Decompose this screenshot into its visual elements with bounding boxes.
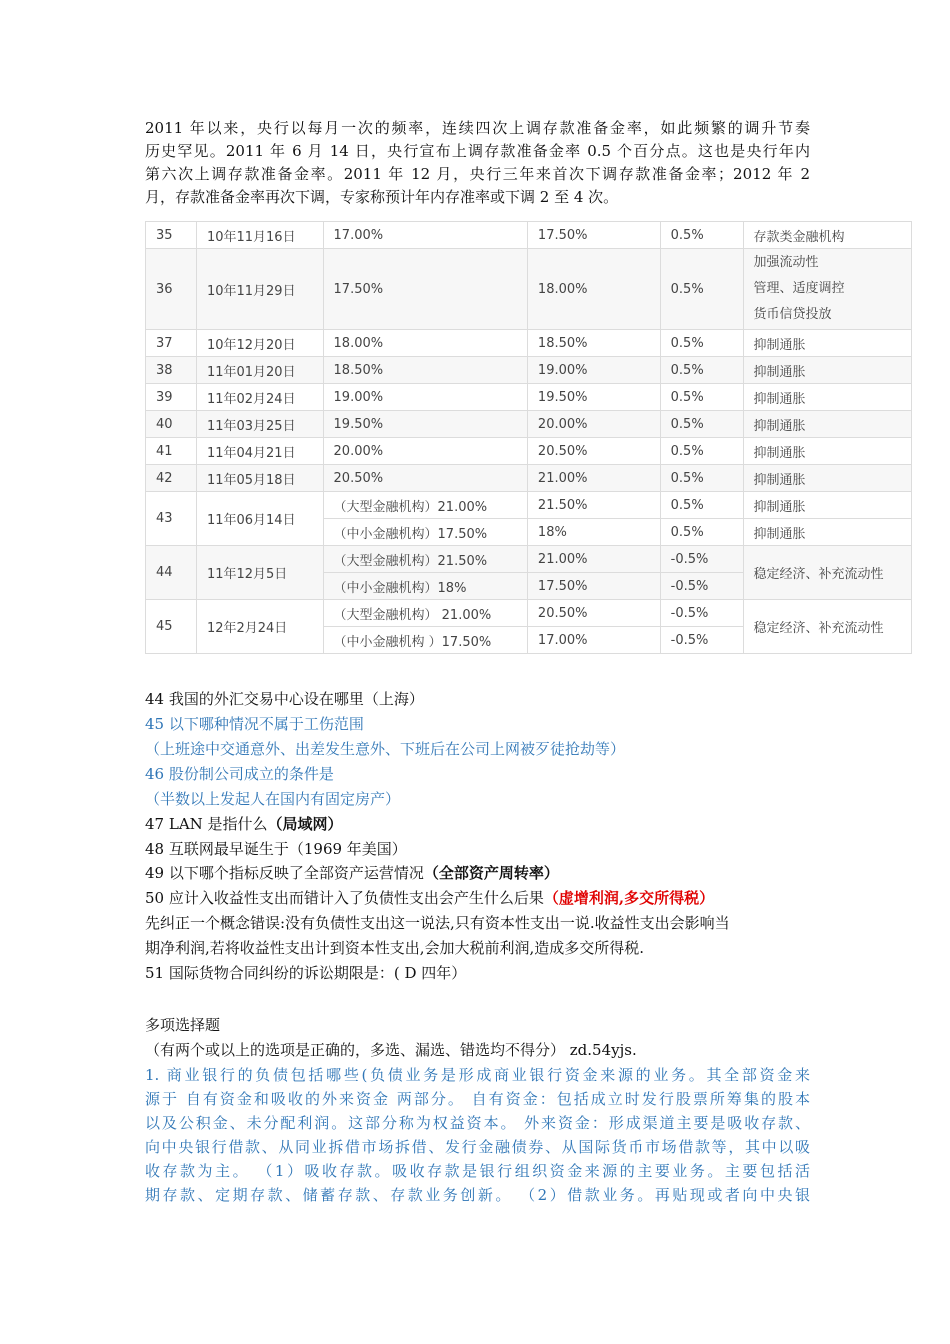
answer-46: （半数以上发起人在国内有固定房产） bbox=[145, 790, 401, 808]
row-date: 11年02月24日 bbox=[196, 384, 323, 411]
question-50 bbox=[145, 887, 714, 910]
row-date: 10年11月29日 bbox=[196, 249, 323, 330]
row-change: -0.5% bbox=[660, 573, 743, 600]
row-number: 37 bbox=[146, 330, 197, 357]
row-before: （大型金融机构）21.50% bbox=[323, 546, 527, 573]
row-number: 45 bbox=[146, 600, 197, 654]
question-47 bbox=[145, 813, 343, 836]
row-note: 稳定经济、补充流动性 bbox=[743, 600, 911, 654]
row-change: -0.5% bbox=[660, 546, 743, 573]
row-date: 11年04月21日 bbox=[196, 438, 323, 465]
table-row bbox=[146, 330, 912, 357]
question-50-text: 50 应计入收益性支出而错计入了负债性支出会产生什么后果 bbox=[145, 889, 544, 907]
row-number: 42 bbox=[146, 465, 197, 492]
row-number: 44 bbox=[146, 546, 197, 600]
row-before: （中小金融机构）18% bbox=[323, 573, 527, 600]
row-change: 0.5% bbox=[660, 222, 743, 249]
row-before: 17.00% bbox=[323, 222, 527, 249]
row-after: 21.00% bbox=[527, 465, 660, 492]
table-row bbox=[146, 384, 912, 411]
row-number: 39 bbox=[146, 384, 197, 411]
row-note-line: 货币信贷投放 bbox=[753, 307, 832, 322]
question-49-text: 49 以下哪个指标反映了全部资产运营情况 bbox=[145, 864, 424, 882]
row-change: -0.5% bbox=[660, 627, 743, 654]
row-note: 抑制通胀 bbox=[743, 411, 911, 438]
question-47-text: 47 LAN 是指什么 bbox=[145, 815, 268, 833]
row-change: 0.5% bbox=[660, 357, 743, 384]
note-50-line2: 期净利润,若将收益性支出计到资本性支出,会加大税前利润,造成多交所得税. bbox=[145, 939, 645, 957]
row-change: -0.5% bbox=[660, 600, 743, 627]
row-before: 20.50% bbox=[323, 465, 527, 492]
row-note: 抑制通胀 bbox=[743, 330, 911, 357]
question-46: 46 股份制公司成立的条件是 bbox=[145, 765, 334, 783]
row-after: 20.50% bbox=[527, 600, 660, 627]
row-after: 19.50% bbox=[527, 384, 660, 411]
multi-q1-line: 向中央银行借款、从同业拆借市场拆借、发行金融债券、从国际货币市场借款等，其中以吸 bbox=[145, 1138, 810, 1156]
intro-line: 历史罕见。2011 年 6 月 14 日，央行宣布上调存款准备金率 0.5 个百分点。这也是央行年内 bbox=[145, 142, 810, 160]
table-row bbox=[146, 357, 912, 384]
row-change: 0.5% bbox=[660, 330, 743, 357]
multi-heading: 多项选择题 bbox=[145, 1016, 221, 1034]
row-note: 抑制通胀 bbox=[743, 384, 911, 411]
question-44: 44 我国的外汇交易中心设在哪里（上海） bbox=[145, 690, 424, 708]
row-number: 36 bbox=[146, 249, 197, 330]
table-row bbox=[146, 249, 912, 330]
question-45: 45 以下哪种情况不属于工伤范围 bbox=[145, 715, 364, 733]
row-date: 10年11月16日 bbox=[196, 222, 323, 249]
row-after: 20.50% bbox=[527, 438, 660, 465]
table-row bbox=[146, 600, 912, 627]
row-number: 43 bbox=[146, 492, 197, 546]
row-date: 11年12月5日 bbox=[196, 546, 323, 600]
row-note: 抑制通胀 bbox=[743, 519, 911, 546]
row-change: 0.5% bbox=[660, 249, 743, 330]
multi-q1-line: 以及公积金、未分配利润。这部分称为权益资本。 外来资金：形成渠道主要是吸收存款、 bbox=[145, 1114, 810, 1132]
table-row bbox=[146, 465, 912, 492]
row-change: 0.5% bbox=[660, 384, 743, 411]
row-after: 21.50% bbox=[527, 492, 660, 519]
row-before: 18.50% bbox=[323, 357, 527, 384]
row-before: （大型金融机构）21.00% bbox=[323, 492, 527, 519]
row-number: 38 bbox=[146, 357, 197, 384]
note-50-line1: 先纠正一个概念错误:没有负债性支出这一说法,只有资本性支出一说.收益性支出会影响当 bbox=[145, 914, 730, 932]
row-before: （中小金融机构 ）17.50% bbox=[323, 627, 527, 654]
row-before: 19.50% bbox=[323, 411, 527, 438]
row-note: 抑制通胀 bbox=[743, 438, 911, 465]
answer-47: （局域网） bbox=[267, 815, 343, 833]
question-51: 51 国际货物合同纠纷的诉讼期限是：( D 四年） bbox=[145, 964, 467, 982]
row-note: 稳定经济、补充流动性 bbox=[743, 546, 911, 600]
row-after: 17.50% bbox=[527, 573, 660, 600]
row-change: 0.5% bbox=[660, 519, 743, 546]
row-date: 10年12月20日 bbox=[196, 330, 323, 357]
table-row bbox=[146, 222, 912, 249]
row-change: 0.5% bbox=[660, 411, 743, 438]
row-after: 18.00% bbox=[527, 249, 660, 330]
intro-line: 第六次上调存款准备金率。2011 年 12 月，央行三年来首次下调存款准备金率；2012 年 2 bbox=[145, 165, 810, 183]
intro-paragraph bbox=[145, 117, 810, 209]
row-after: 18.50% bbox=[527, 330, 660, 357]
row-note: 抑制通胀 bbox=[743, 357, 911, 384]
row-after: 19.00% bbox=[527, 357, 660, 384]
multi-instruction: （有两个或以上的选项是正确的，多选、漏选、错选均不得分） zd.54yjs. bbox=[145, 1041, 637, 1059]
row-date: 11年06月14日 bbox=[196, 492, 323, 546]
row-date: 11年05月18日 bbox=[196, 465, 323, 492]
row-date: 11年03月25日 bbox=[196, 411, 323, 438]
multi-q1-line: 收存款为主。 （1）吸收存款。吸收存款是银行组织资金来源的主要业务。主要包括活 bbox=[145, 1162, 810, 1180]
row-before: 17.50% bbox=[323, 249, 527, 330]
answer-50: （虚增利润,多交所得税） bbox=[543, 889, 715, 907]
row-note-line: 加强流动性 bbox=[753, 255, 819, 270]
intro-line: 2011 年以来，央行以每月一次的频率，连续四次上调存款准备金率，如此频繁的调升节奏 bbox=[145, 119, 810, 137]
row-number: 41 bbox=[146, 438, 197, 465]
table-row bbox=[146, 438, 912, 465]
row-note: 抑制通胀 bbox=[743, 492, 911, 519]
row-before: 19.00% bbox=[323, 384, 527, 411]
row-after: 21.00% bbox=[527, 546, 660, 573]
row-change: 0.5% bbox=[660, 438, 743, 465]
row-number: 40 bbox=[146, 411, 197, 438]
reserve-ratio-table bbox=[145, 221, 912, 654]
question-49 bbox=[145, 862, 559, 885]
row-before: 20.00% bbox=[323, 438, 527, 465]
row-number: 35 bbox=[146, 222, 197, 249]
row-after: 20.00% bbox=[527, 411, 660, 438]
row-after: 17.00% bbox=[527, 627, 660, 654]
intro-line: 月，存款准备金率再次下调，专家称预计年内存准率或下调 2 至 4 次。 bbox=[145, 188, 619, 206]
row-date: 11年01月20日 bbox=[196, 357, 323, 384]
row-change: 0.5% bbox=[660, 492, 743, 519]
row-change: 0.5% bbox=[660, 465, 743, 492]
row-before: 18.00% bbox=[323, 330, 527, 357]
row-date: 12年2月24日 bbox=[196, 600, 323, 654]
multi-q1-line: 1. 商业银行的负债包括哪些(负债业务是形成商业银行资金来源的业务。其全部资金来 bbox=[145, 1066, 810, 1084]
row-note: 抑制通胀 bbox=[743, 465, 911, 492]
row-note-line: 管理、适度调控 bbox=[753, 281, 845, 296]
row-before: （大型金融机构） 21.00% bbox=[323, 600, 527, 627]
multi-q1-paragraph bbox=[145, 1063, 810, 1207]
table-row bbox=[146, 492, 912, 519]
multi-q1-line: 源于 自有资金和吸收的外来资金 两部分。 自有资金：包括成立时发行股票所筹集的股本 bbox=[145, 1090, 810, 1108]
question-48: 48 互联网最早诞生于（1969 年美国） bbox=[145, 840, 407, 858]
answer-45: （上班途中交通意外、出差发生意外、下班后在公司上网被歹徒抢劫等） bbox=[145, 740, 626, 758]
table-row bbox=[146, 411, 912, 438]
row-note: 存款类金融机构 bbox=[743, 222, 911, 249]
multi-q1-line: 期存款、定期存款、储蓄存款、存款业务创新。 （2）借款业务。再贴现或者向中央银 bbox=[145, 1186, 810, 1204]
table-row bbox=[146, 546, 912, 573]
row-after: 18% bbox=[527, 519, 660, 546]
answer-49: （全部资产周转率） bbox=[423, 864, 559, 882]
row-after: 17.50% bbox=[527, 222, 660, 249]
row-note bbox=[743, 249, 911, 330]
row-before: （中小金融机构）17.50% bbox=[323, 519, 527, 546]
